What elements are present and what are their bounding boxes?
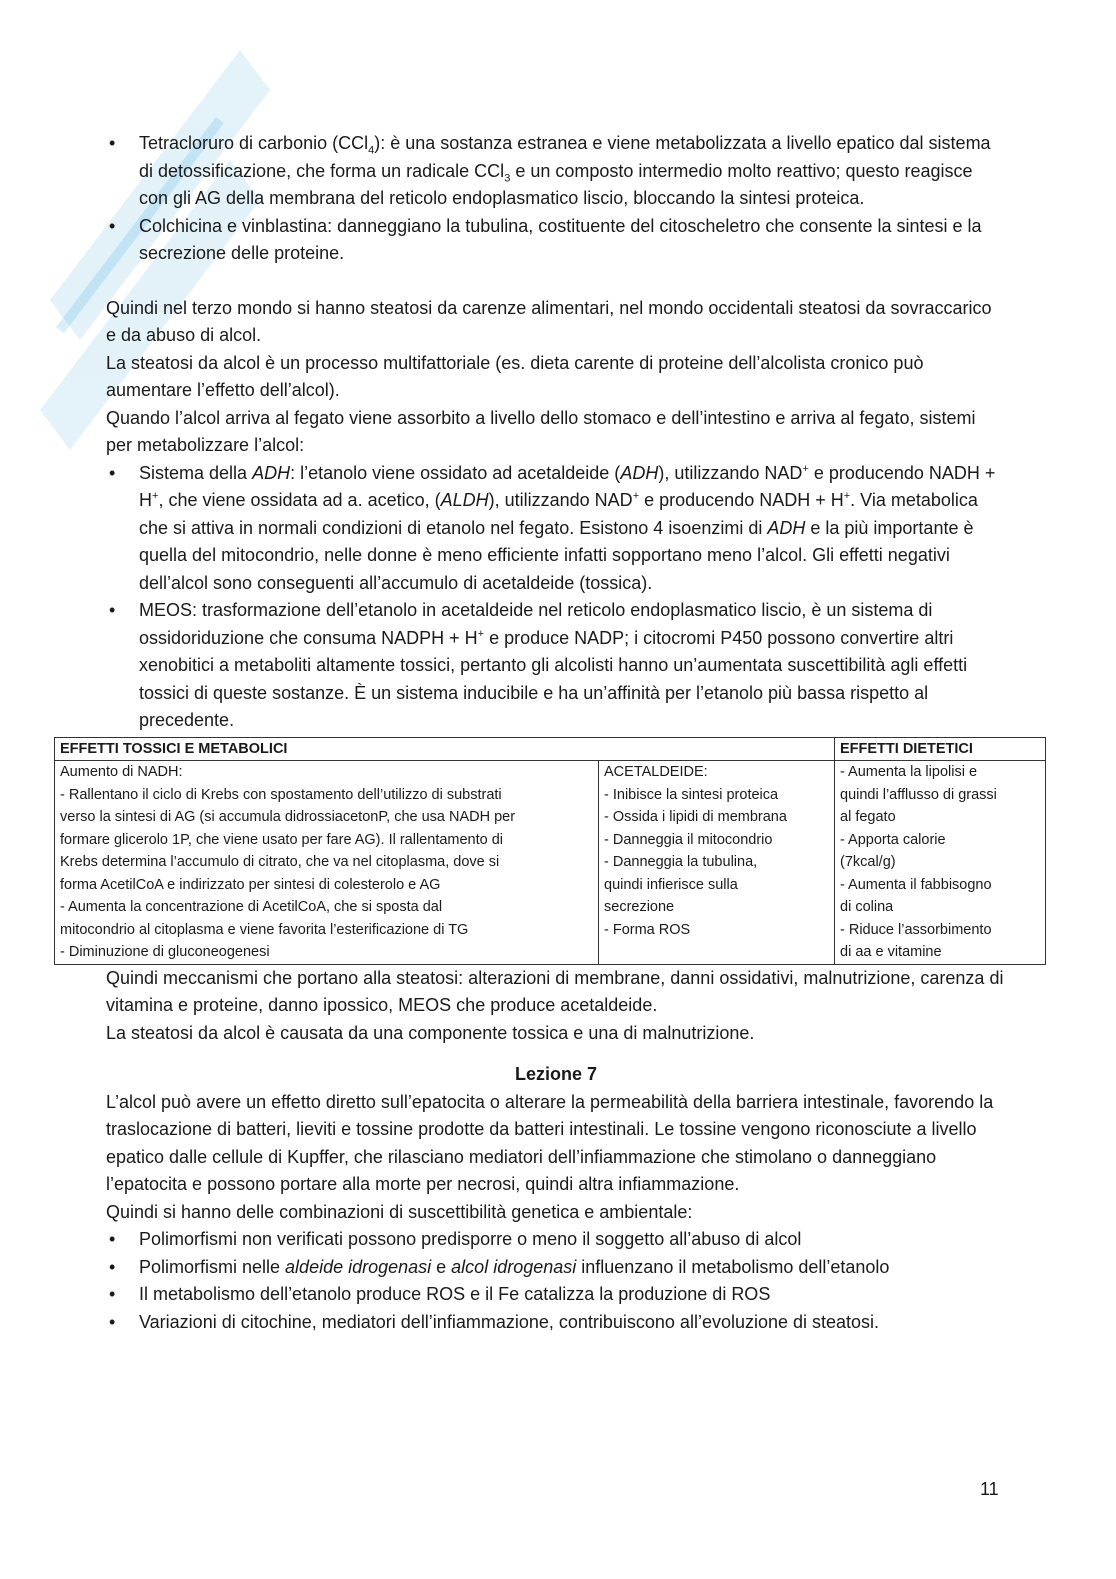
list-item: • Colchicina e vinblastina: danneggiano la tubulina, costituente del citoscheletro che consente la sintesi e la secrezione delle proteine.	[106, 213, 1006, 268]
effects-table	[54, 737, 1046, 965]
section-heading: Lezione 7	[514, 1064, 598, 1084]
page-number: 11	[980, 1479, 999, 1499]
bullet-list-top	[106, 130, 1006, 268]
bullet-list-metabolism	[106, 460, 1006, 735]
list-item: • Polimorfismi nelle aldeide idrogenasi e alcol idrogenasi influenzano il metabolismo dell’etanolo	[106, 1254, 1006, 1282]
paragraph: Quando l’alcol arriva al fegato viene assorbito a livello dello stomaco e dell’intestino e arriva al fegato, sistemi per metabolizzare l’alcol:	[106, 407, 976, 455]
paragraph: Quindi meccanismi che portano alla steatosi: alterazioni di membrane, danni ossidativi, malnutrizione, carenza di vitamina e proteine, danno ipossico, MEOS che produce acetaldeide.	[106, 967, 1004, 1015]
list-item-meos: • MEOS: trasformazione dell’etanolo in acetaldeide nel reticolo endoplasmatico liscio, è un sistema di ossidoriduzione che consuma NADPH + H+ e produce NADP; i citocromi P450 possono convertire altri xenobitici a metaboliti altamente tossici, pertanto gli alcolisti hanno un’aumentata suscettibilità agli effetti tossici di queste sostanze. È un sistema inducibile e ha un’affinità per l’etanolo più bassa rispetto al precedente.	[106, 597, 1006, 735]
list-item: • Tetracloruro di carbonio (CCl$_4$): è una sostanza estranea e viene metabolizzata a livello epatico dal sistema di detossificazione, che forma un radicale CCl$_3$ e un composto intermedio molto reattivo; questo reagisce con gli AG della membrana del reticolo endoplasmatico liscio, bloccando la sintesi proteica.	[106, 130, 1006, 213]
paragraph: La steatosi da alcol è un processo multifattoriale (es. dieta carente di proteine dell’alcolista cronico può aumentare l’effetto dell’alcol).	[106, 352, 924, 400]
table-cell-nadh: Aumento di NADH: - Rallentano il ciclo di Krebs con spostamento dell’utilizzo di substrati verso la sintesi di AG (si accumula didrossiacetonP, che usa NADH per formare glicerolo 1P, che viene usato per fare AG). Il rallentamento di Krebs determina l’accumulo di citrato, che va nel citoplasma, dove si forma AcetilCoA e indirizzato per sintesi di colesterolo e AG - Aumenta la concentrazione di AcetilCoA, che si sposta dal mitocondrio al citoplasma e viene favorita l’esterificazione di TG - Diminuzione di gluconeogenesi	[55, 761, 599, 965]
list-item: • Polimorfismi non verificati possono predisporre o meno il soggetto all’abuso di alcol	[106, 1226, 1006, 1254]
list-item: • Variazioni di citochine, mediatori dell’infiammazione, contribuiscono all’evoluzione di steatosi.	[106, 1309, 1006, 1337]
document-body	[60, 130, 1006, 1336]
paragraph: Quindi nel terzo mondo si hanno steatosi da carenze alimentari, nel mondo occidentali steatosi da sovraccarico e da abuso di alcol.	[106, 297, 992, 345]
paragraph: La steatosi da alcol è causata da una componente tossica e una di malnutrizione.	[106, 1022, 755, 1043]
list-item: • Il metabolismo dell’etanolo produce ROS e il Fe catalizza la produzione di ROS	[106, 1281, 1006, 1309]
list-item-adh: • Sistema della ADH: l’etanolo viene ossidato ad acetaldeide (ADH), utilizzando NAD+ e producendo NADH + H+, che viene ossidata ad a. acetico, (ALDH), utilizzando NAD+ e producendo NADH + H+. Via metabolica che si attiva in normali condizioni di etanolo nel fegato. Esistono 4 isoenzimi di ADH e la più importante è quella del mitocondrio, nelle donne è meno efficiente infatti sopportano meno l’alcol. Gli effetti negativi dell’alcol sono conseguenti all’accumulo di acetaldeide (tossica).	[106, 460, 1006, 598]
bullet-list-bottom	[106, 1226, 1006, 1336]
table-header-toxic: EFFETTI TOSSICI E METABOLICI	[55, 737, 835, 761]
table-header-dietary: EFFETTI DIETETICI	[835, 737, 1046, 761]
table-cell-dietetici: - Aumenta la lipolisi e quindi l’afflusso di grassi al fegato - Apporta calorie (7kcal/g) - Aumenta il fabbisogno di colina - Riduce l’assorbimento di aa e vitamine	[835, 761, 1046, 965]
paragraph: L’alcol può avere un effetto diretto sull’epatocita o alterare la permeabilità della barriera intestinale, favorendo la traslocazione di batteri, lieviti e tossine prodotte da batteri intestinali. Le tossine vengono riconosciute a livello epatico dalle cellule di Kupffer, che rilasciano mediatori dell’infiammazione che stimolano o danneggiano l’epatocita e possono portare alla morte per necrosi, quindi altra infiammazione.	[106, 1091, 994, 1194]
table-cell-acetaldeide: ACETALDEIDE: - Inibisce la sintesi proteica - Ossida i lipidi di membrana - Danneggia il mitocondrio - Danneggia la tubulina, quindi infierisce sulla secrezione - Forma ROS	[599, 761, 835, 965]
paragraph: Quindi si hanno delle combinazioni di suscettibilità genetica e ambientale:	[106, 1201, 693, 1222]
